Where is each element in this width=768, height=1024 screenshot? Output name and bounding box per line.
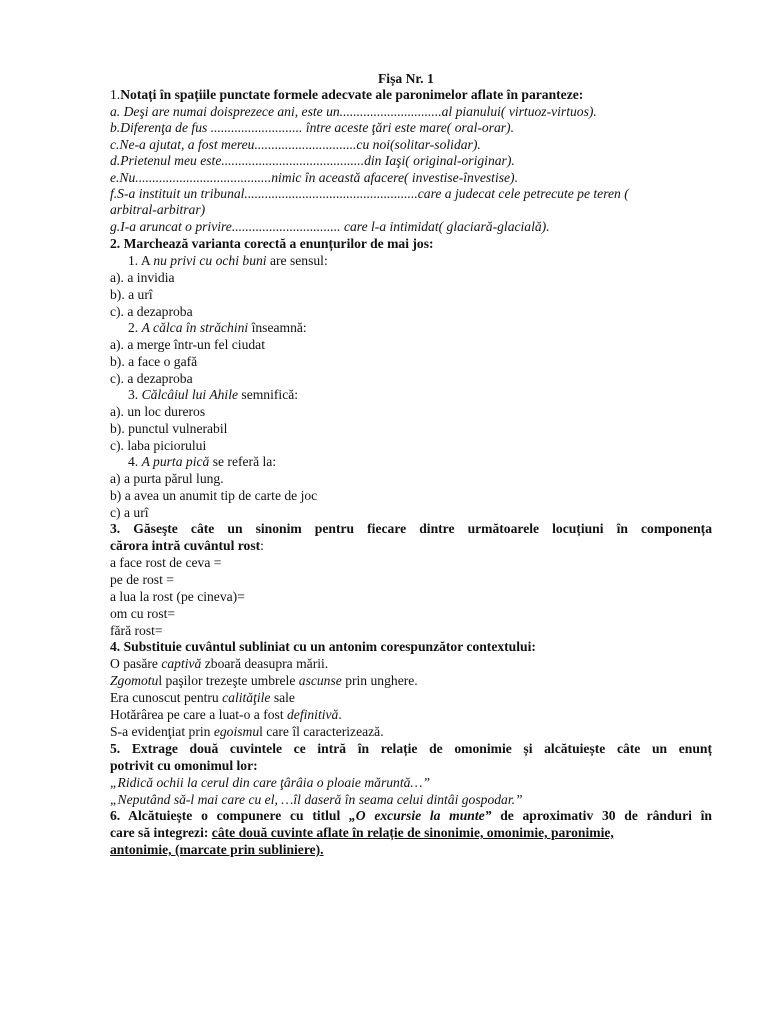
ex2-q3-option-c: c). laba piciorului bbox=[110, 438, 207, 453]
ex2-q1-option-c: c). a dezaproba bbox=[110, 304, 193, 319]
ex3-item-2: pe de rost = bbox=[110, 572, 174, 587]
ex4-sentence-2 bbox=[110, 673, 418, 689]
ex4-s5-text: S-a evidenţiat prin bbox=[110, 724, 214, 739]
ex4-s3-text: Era cunoscut pentru bbox=[110, 690, 223, 705]
ex2-q4-phrase: A purta pică bbox=[141, 454, 210, 469]
ex3-heading-line1: 3. Găseşte câte un sinonim pentru fiecare dintre următoarele locuțiuni în componența bbox=[110, 521, 712, 536]
ex1-number: 1. bbox=[110, 87, 121, 102]
ex2-q4-number: 4. bbox=[128, 454, 142, 469]
ex3-item-1: a face rost de ceva = bbox=[110, 555, 222, 570]
ex2-q3-number: 3. bbox=[128, 387, 142, 402]
ex6-l1-text-end: de aproximativ 30 de rânduri în bbox=[491, 808, 712, 823]
ex2-question-3 bbox=[128, 387, 298, 403]
ex2-q3-option-a: a). un loc dureros bbox=[110, 404, 206, 419]
ex1-item-a: a. Deşi are numai doisprezece ani, este un..............................al pianului( virtuoz-virtuos). bbox=[110, 104, 597, 119]
ex3-item-5: fără rost= bbox=[110, 623, 163, 638]
ex4-s1-text-end: zboară deasupra mării. bbox=[201, 656, 329, 671]
ex6-l2-text: care să integrezi: bbox=[110, 825, 212, 840]
ex4-sentence-5 bbox=[110, 724, 384, 740]
ex4-s4-target-word: definitivă bbox=[287, 707, 339, 722]
ex4-heading: 4. Substituie cuvântul subliniat cu un antonim corespunzător contextului: bbox=[110, 639, 536, 654]
ex1-item-b: b.Diferenţa de fus ........................... între aceste ţări este mare( oral-orar). bbox=[110, 120, 514, 135]
ex2-q1-number: 1. A bbox=[128, 253, 154, 268]
ex3-item-4: om cu rost= bbox=[110, 606, 176, 621]
ex2-q4-option-a: a) a purta părul lung. bbox=[110, 471, 224, 486]
ex4-s5-text-end: l care îl caracterizează. bbox=[259, 724, 384, 739]
ex4-s2-target-word-2: ascunse bbox=[298, 673, 342, 688]
ex2-heading: 2. Marchează varianta corectă a enunțurilor de mai jos: bbox=[110, 236, 434, 251]
ex1-item-d: d.Prietenul meu este..........................................din Iaşi( original-originar). bbox=[110, 153, 515, 168]
ex5-quote-1: „Ridică ochii la cerul din care ţârâia o ploaie măruntă…” bbox=[110, 775, 431, 790]
ex2-q3-option-b: b). punctul vulnerabil bbox=[110, 421, 228, 436]
ex2-q2-phrase: A călca în străchini bbox=[141, 320, 249, 335]
ex4-s4-text-end: . bbox=[338, 707, 342, 722]
ex1-item-e: e.Nu........................................nimic în această afacere( investise-învestise). bbox=[110, 170, 518, 185]
ex2-question-1 bbox=[128, 253, 328, 269]
ex4-s3-target-word: calităţile bbox=[222, 690, 271, 705]
ex6-l1-text: 6. Alcătuiește o compunere cu titlul bbox=[110, 808, 349, 823]
ex4-s1-text: O pasăre bbox=[110, 656, 162, 671]
ex5-heading-line1: 5. Extrage două cuvintele ce intră în relație de omonimie și alcătuiește câte un enunț bbox=[110, 741, 712, 756]
ex3-heading-colon: : bbox=[260, 538, 264, 553]
ex4-sentence-4 bbox=[110, 707, 342, 723]
ex5-quote-2: „Neputând să-l mai care cu el, …îl daseră în seama celui dintâi gospodar.” bbox=[110, 792, 523, 807]
worksheet-title: Fișa Nr. 1 bbox=[378, 71, 434, 86]
ex4-s2-text: l paşilor trezeşte umbrele bbox=[158, 673, 299, 688]
ex6-line2 bbox=[110, 825, 614, 841]
ex6-line1 bbox=[110, 808, 712, 824]
ex2-q2-number: 2. bbox=[128, 320, 142, 335]
ex4-s5-target-word: egoismu bbox=[213, 724, 260, 739]
ex2-question-4 bbox=[128, 454, 276, 470]
ex2-q4-option-b: b) a avea un anumit tip de carte de joc bbox=[110, 488, 318, 503]
ex4-s1-target-word: captivă bbox=[161, 656, 202, 671]
ex4-s4-text: Hotărârea pe care a luat-o a fost bbox=[110, 707, 287, 722]
ex2-q2-option-c: c). a dezaproba bbox=[110, 371, 193, 386]
ex2-q4-rest: se referă la: bbox=[209, 454, 277, 469]
ex1-heading-text: Notați în spațiile punctate formele adecvate ale paronimelor aflate în paranteze: bbox=[120, 87, 584, 102]
ex5-heading-line2: potrivit cu omonimul lor: bbox=[110, 758, 258, 773]
ex4-s2-target-word: Zgomotu bbox=[110, 673, 159, 688]
ex4-s3-text-end: sale bbox=[270, 690, 295, 705]
ex1-heading bbox=[110, 87, 583, 103]
ex2-q3-phrase: Călcâiul lui Ahile bbox=[141, 387, 239, 402]
ex2-q1-phrase: nu privi cu ochi buni bbox=[153, 253, 267, 268]
ex2-q1-rest: are sensul: bbox=[266, 253, 328, 268]
ex6-line3: antonimie, (marcate prin subliniere). bbox=[110, 842, 324, 857]
ex6-l2-underlined: câte două cuvinte aflate în relație de sinonimie, omonimie, paronimie, bbox=[211, 825, 614, 840]
ex4-sentence-1 bbox=[110, 656, 328, 672]
ex6-composition-title: „O excursie la munte” bbox=[348, 808, 492, 823]
ex2-question-2 bbox=[128, 320, 307, 336]
ex2-q2-option-a: a). a merge într-un fel ciudat bbox=[110, 337, 265, 352]
ex3-heading-line2 bbox=[110, 538, 264, 554]
ex2-q1-option-a: a). a invidia bbox=[110, 270, 175, 285]
ex2-q3-rest: semnifică: bbox=[238, 387, 299, 402]
ex2-q4-option-c: c) a urî bbox=[110, 505, 149, 520]
ex4-s2-text-end: prin unghere. bbox=[341, 673, 418, 688]
ex2-q2-option-b: b). a face o gafă bbox=[110, 354, 198, 369]
ex3-heading-text: cărora intră cuvântul rost bbox=[110, 538, 261, 553]
ex2-q2-rest: înseamnă: bbox=[248, 320, 307, 335]
ex1-item-c: c.Ne-a ajutat, a fost mereu..............................cu noi(solitar-solidar). bbox=[110, 137, 481, 152]
ex1-item-f-cont: arbitral-arbitrar) bbox=[110, 202, 206, 217]
ex1-item-f: f.S-a instituit un tribunal...................................................care a judecat cele petrecute pe teren ( bbox=[110, 186, 629, 201]
ex3-item-3: a lua la rost (pe cineva)= bbox=[110, 589, 245, 604]
ex1-item-g: g.I-a aruncat o privire................................ care l-a intimidat( glaciară-glacială). bbox=[110, 219, 550, 234]
ex2-q1-option-b: b). a urî bbox=[110, 287, 153, 302]
ex4-sentence-3 bbox=[110, 690, 295, 706]
